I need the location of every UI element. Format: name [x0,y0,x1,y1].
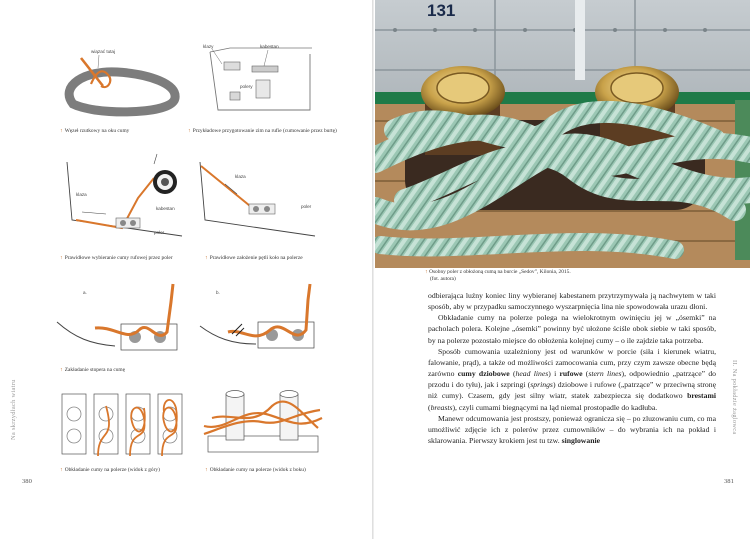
text-run: stern lines [588,369,622,379]
text-run: brestami [687,391,716,401]
figure-eye-loop [55,40,195,122]
text-run: ( [509,369,516,379]
text-run: ( [428,402,431,412]
body-text [428,290,716,446]
figure-bollard-side-view [202,384,327,464]
label-tie-here: wiązać tutaj [91,49,116,54]
paragraph-3 [428,413,716,446]
photo-caption: ↑ Osobny poler z obłożoną cumą na burcie „Sedov”, Kilonia, 2015. (fot. autora) [425,269,571,283]
running-head-right: II. Na pokładzie żaglowca [731,360,738,435]
figure-stern-line-winding [62,152,187,242]
figure-stopper-a [55,282,185,357]
text-run: head lines [515,369,549,379]
text-run: ) i [548,369,560,379]
text-run: odbierająca luźny koniec liny wybieranej kabestanem przytrzymywała ją nachwytem w taki sposób, aby w przypadku samoczynnego wyszarpnięcia lina nie spowodowała urazu dłoni. [428,291,716,312]
caption-fig7: ↑ Obkładanie cumy na polerze (widok z boku) [205,467,306,473]
caption-fig4: ↑ Prawidłowe założenie pętli koło na polerze [205,255,303,261]
label-a: a. [83,290,87,295]
caption-fig5: ↑ Zakładanie stopera na cumę [60,367,126,373]
rope-loop-shape [69,72,175,112]
caption-fig3: ↑ Prawidłowe wybieranie cumy rufowej przez poler [60,255,173,261]
text-run: ), odpowiednio „patrzące” do przodu i do tyłu), jak i szpringi ( [428,369,717,390]
label-polery: polery [240,84,253,89]
text-run: Obkładanie cumy na polerze polega na wielokrotnym owinięciu jej w „ósemki” na pacholach polera. Kolejne „ósemki” powinny być ułożone ściśle obok siebie w taki sposób, by na polerze pozostało miejsce do obłożenia kolejnej cumy – o ile zajdzie taka potrzeba. [428,313,716,345]
label-poler: poler [154,230,165,235]
paragraph-2 [428,346,716,413]
label-klaza: klaza [235,174,246,179]
page-number-right: 381 [724,478,734,485]
text-run: singlowanie [561,436,601,446]
label-klaza: klaza [76,192,87,197]
text-run: Manewr odcumowania jest prostszy, ponieważ ogranicza się – po zluzowaniu cum, co ma umożliwić zdjęcie ich z polerów przez cumowników – do wybrania ich na pokład i sklarowania. Pierwszy krokiem jest tu tzw. [428,413,716,446]
photo-caption-main: Osobny poler z obłożoną cumą na burcie „Sedov”, Kilonia, 2015. [429,269,571,275]
text-run: rufowe [559,369,583,379]
label-poler: poler [301,204,312,209]
text-run: ), czyli cumami biegnącymi na ląd niemal prostopadle do kadłuba. [452,402,658,412]
text-run: cumy dziobowe [457,369,510,379]
text-run: ) dziobowe i rufowe („patrzące” w przeciwną stronę niż cumy). Czasem, gdy jest silny wiatr, statek zabezpiecza się dodatkowo [428,380,717,401]
figure-loop-on-bollard [195,152,320,242]
caption-fig6: ↑ Obkładanie cumy na polerze (widok z góry) [60,467,160,473]
paragraph-0 [428,290,716,312]
page-gutter [372,0,374,539]
caption-fig2: ↑ Przykładowe przygotowanie zim na rufie (cumowanie przez burtę) [188,128,337,134]
paragraph-1 [428,312,716,345]
figure-stopper-b [198,282,328,357]
label-kabestan: kabestan [156,206,175,211]
text-run: springs [530,380,553,390]
running-head-left: Na skrzydłach wiatru [10,379,17,440]
hull-number: 131 [427,1,456,20]
text-run: ( [582,369,589,379]
text-run: breasts [430,402,453,412]
text-run: Sposób cumowania uzależniony jest od warunków w porcie (siła i kierunek wiatru, falowanie, prąd), a także od możliwości zamocowania cum, przy czym zawsze obecne będą zarówno [428,346,716,379]
label-klazy: klazy [203,44,214,49]
page-number-left: 380 [22,478,32,485]
caption-fig1: ↑ Węzeł rzutkowy na oku cumy [60,128,130,134]
figure-bollard-top-view [58,388,188,463]
label-kabestan: kabestan [260,44,279,49]
figure-stern-prep [200,40,320,122]
label-b: b. [216,290,220,295]
photo-caption-credit: (fot. autora) [430,276,456,283]
bollard-photo [375,0,750,268]
